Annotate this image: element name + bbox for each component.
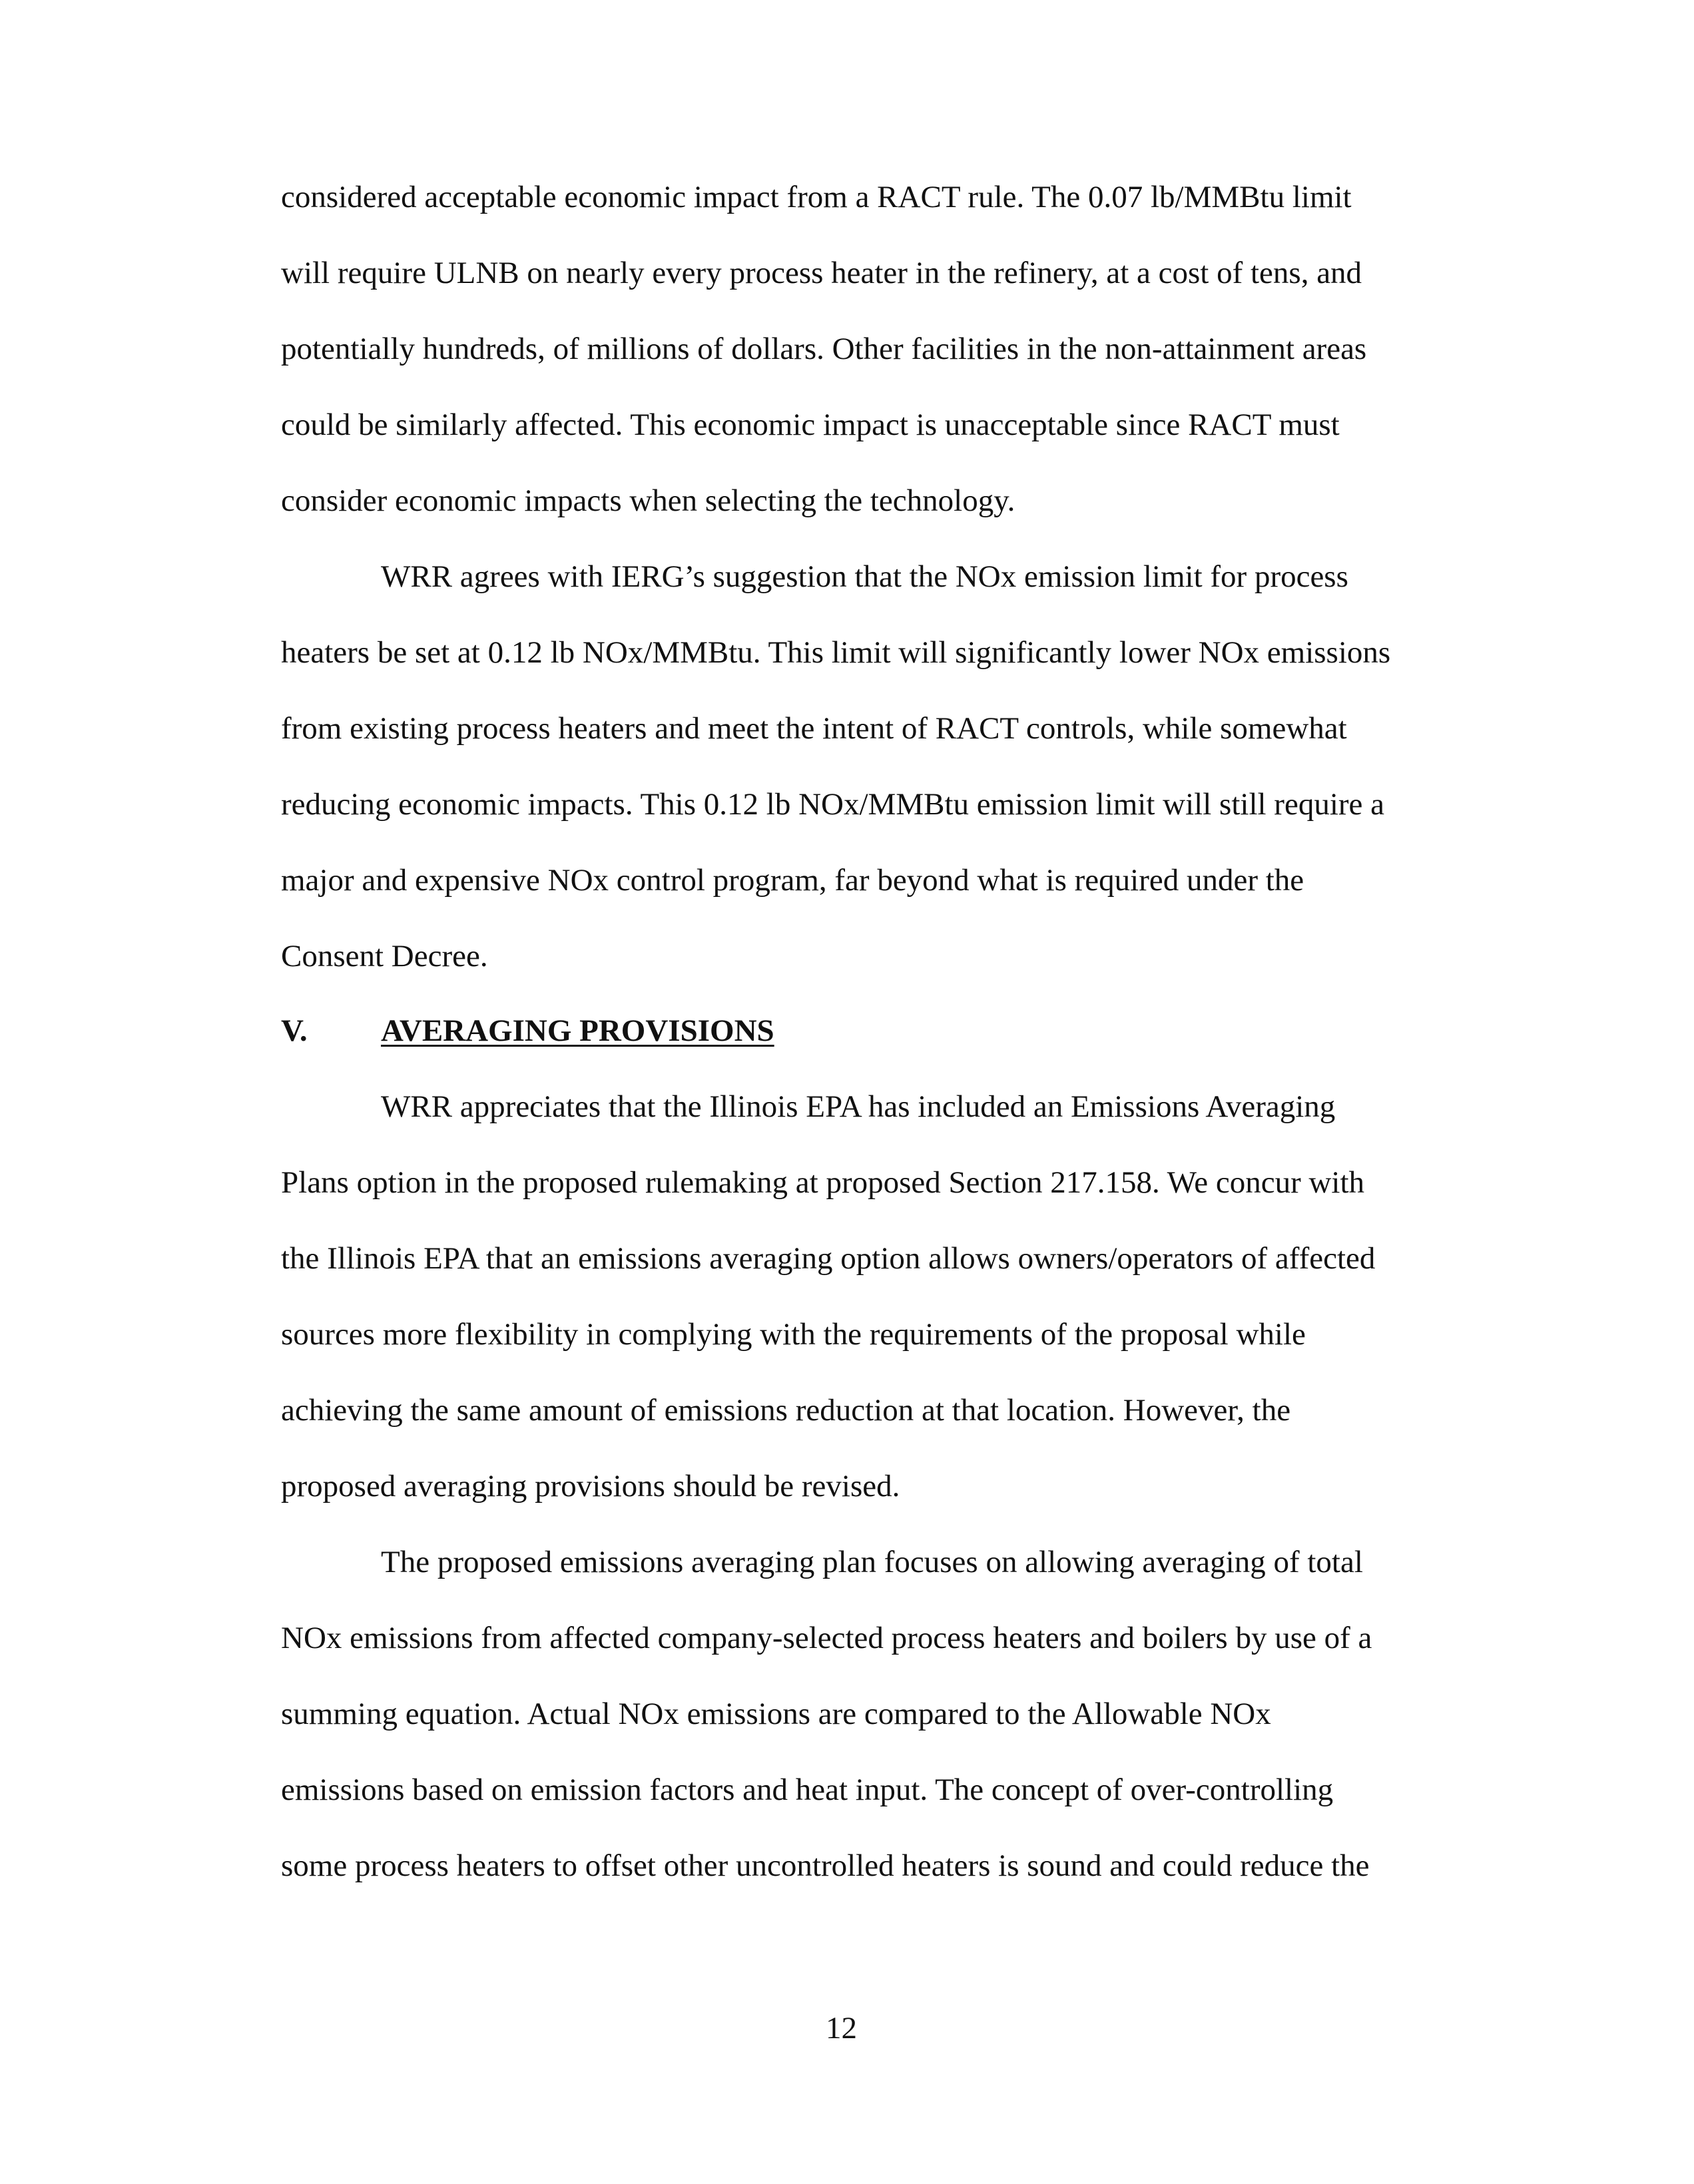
paragraph-4-line-3: summing equation. Actual NOx emissions are compared to the Allowable NOx — [281, 1697, 1271, 1731]
paragraph-2-line-5: major and expensive NOx control program, far beyond what is required under the — [281, 863, 1304, 898]
paragraph-2-line-4: reducing economic impacts. This 0.12 lb NOx/MMBtu emission limit will still require a — [281, 787, 1385, 822]
paragraph-3-line-2: Plans option in the proposed rulemaking at proposed Section 217.158. We concur with — [281, 1165, 1365, 1200]
paragraph-3-line-5: achieving the same amount of emissions reduction at that location. However, the — [281, 1393, 1291, 1428]
paragraph-3-line-6: proposed averaging provisions should be revised. — [281, 1469, 900, 1503]
paragraph-2-line-1: WRR agrees with IERG’s suggestion that the NOx emission limit for process — [381, 559, 1348, 594]
paragraph-4-line-2: NOx emissions from affected company-selected process heaters and boilers by use of a — [281, 1621, 1372, 1655]
paragraph-4-line-5: some process heaters to offset other uncontrolled heaters is sound and could reduce the — [281, 1848, 1370, 1883]
paragraph-2-line-2: heaters be set at 0.12 lb NOx/MMBtu. This limit will significantly lower NOx emissions — [281, 635, 1391, 670]
section-number: V. — [281, 1013, 308, 1048]
section-heading — [281, 1012, 1013, 1052]
paragraph-1-line-3: potentially hundreds, of millions of dollars. Other facilities in the non-attainment areas — [281, 332, 1367, 366]
paragraph-3-line-3: the Illinois EPA that an emissions averaging option allows owners/operators of affected — [281, 1241, 1376, 1276]
paragraph-1-line-4: could be similarly affected. This economic impact is unacceptable since RACT must — [281, 408, 1340, 442]
paragraph-4-line-1: The proposed emissions averaging plan focuses on allowing averaging of total — [381, 1545, 1363, 1579]
page-number: 12 — [826, 2011, 857, 2046]
paragraph-3-line-1: WRR appreciates that the Illinois EPA has included an Emissions Averaging — [381, 1089, 1336, 1124]
paragraph-2-line-3: from existing process heaters and meet the intent of RACT controls, while somewhat — [281, 711, 1347, 746]
paragraph-1-line-2: will require ULNB on nearly every process heater in the refinery, at a cost of tens, and — [281, 256, 1362, 290]
paragraph-1-line-1: considered acceptable economic impact from a RACT rule. The 0.07 lb/MMBtu limit — [281, 180, 1352, 214]
paragraph-1-line-5: consider economic impacts when selecting the technology. — [281, 483, 1015, 518]
paragraph-4-line-4: emissions based on emission factors and heat input. The concept of over-controlling — [281, 1773, 1334, 1807]
paragraph-3-line-4: sources more flexibility in complying with the requirements of the proposal while — [281, 1317, 1306, 1352]
paragraph-2-line-6: Consent Decree. — [281, 939, 488, 973]
section-title: AVERAGING PROVISIONS — [381, 1013, 774, 1048]
